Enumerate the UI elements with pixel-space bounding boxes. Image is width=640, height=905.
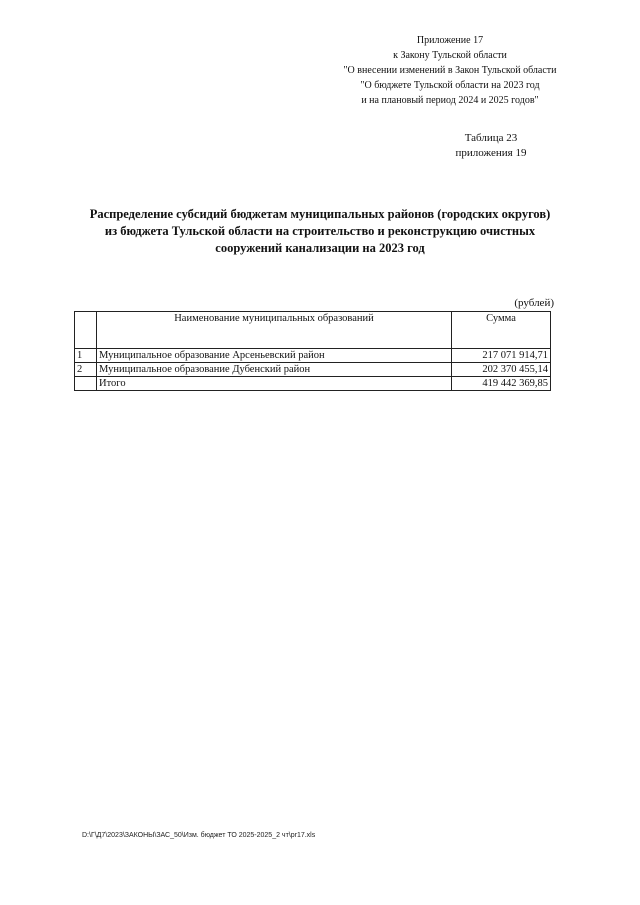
appendix-period-ref: и на плановый период 2024 и 2025 годов" [361,95,539,106]
total-number [75,377,97,391]
row-name: Муниципальное образование Дубенский район [97,363,452,377]
row-name: Муниципальное образование Арсеньевский район [97,349,452,363]
table-header-row [75,312,551,349]
table-reference [446,131,536,161]
row-number: 2 [75,363,97,377]
appendix-budget-ref: "О бюджете Тульской области на 2023 год [360,80,540,91]
table-row [75,349,551,363]
table-appendix: приложения 19 [455,147,527,159]
title-line-1: Распределение субсидий бюджетам муниципальных районов (городских округов) [89,207,551,221]
table-row [75,363,551,377]
row-sum: 202 370 455,14 [452,363,551,377]
row-sum: 217 071 914,71 [452,349,551,363]
title-line-3: сооружений канализации на 2023 год [215,241,425,255]
total-label: Итого [97,377,452,391]
appendix-number: Приложение 17 [416,35,484,46]
total-sum: 419 442 369,85 [452,377,551,391]
appendix-header [330,33,570,108]
file-path-footer: D:\Г\Д7\2023\ЗАКОНЫ\ЗАС_50\Изм. бюджет ТО 2025-2025_2 чт\pr17.xls [82,832,316,839]
subsidies-table [74,311,551,391]
appendix-law-ref: к Закону Тульской области [393,50,507,61]
row-number: 1 [75,349,97,363]
table-number: Таблица 23 [464,132,518,144]
table-total-row [75,377,551,391]
title-line-2: из бюджета Тульской области на строительство и реконструкцию очистных [104,224,536,238]
header-name: Наименование муниципальных образований [97,312,452,349]
units-label: (рублей) [514,297,554,309]
header-number [75,312,97,349]
document-title [60,206,580,257]
header-sum: Сумма [452,312,551,349]
appendix-amendment-ref: "О внесении изменений в Закон Тульской области [343,65,557,76]
